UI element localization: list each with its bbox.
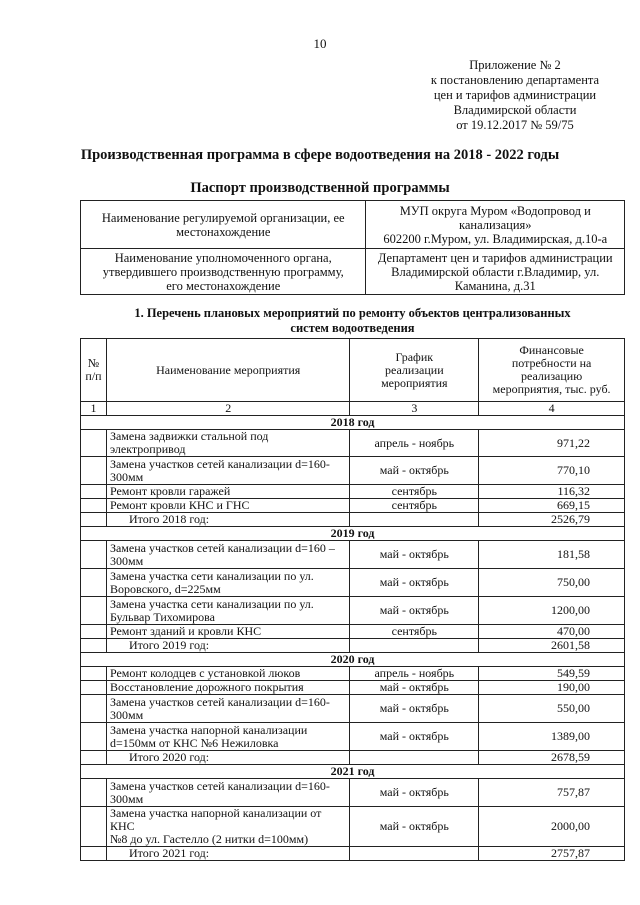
event-name [106, 723, 349, 751]
appendix-line: цен и тарифов администрации [433, 88, 597, 102]
appendix-line: к постановлению департамента [430, 73, 600, 87]
event-schedule: сентябрь [350, 625, 479, 639]
appendix-line: от 19.12.2017 № 59/75 [456, 118, 574, 132]
text-line: реализации [384, 362, 444, 377]
table-row [81, 541, 625, 569]
event-amount: 116,32 [479, 485, 625, 499]
total-amount: 2757,87 [479, 847, 625, 861]
total-label: Итого 2018 год: [106, 513, 349, 527]
text-line: Замена задвижки стальной под электропривод [109, 429, 269, 456]
header-num [81, 339, 107, 402]
event-name [106, 779, 349, 807]
text-line: Замена участка напорной канализации [109, 722, 308, 737]
event-name [106, 667, 349, 681]
text-line: Замена участка сети канализации по ул. [109, 596, 314, 611]
text-line: Замена участков сетей канализации d=160- [109, 778, 330, 793]
event-amount: 470,00 [479, 625, 625, 639]
total-schedule [350, 847, 479, 861]
text-line: №8 до ул. Гастелло (2 нитки d=100мм) [109, 832, 309, 846]
event-name [106, 597, 349, 625]
year-header-row [81, 765, 625, 779]
event-name [106, 807, 349, 847]
event-schedule: май - октябрь [350, 681, 479, 695]
text-line: Воровского, d=225мм [109, 581, 221, 596]
text-line: Замена участка сети канализации по ул. [109, 568, 314, 583]
event-amount: 1200,00 [479, 597, 625, 625]
text-line: Финансовые [519, 343, 584, 357]
passport-label [81, 201, 366, 249]
header-schedule [350, 339, 479, 402]
total-schedule [350, 751, 479, 765]
event-amount: 190,00 [479, 681, 625, 695]
year-header-row [81, 527, 625, 541]
row-number [81, 779, 107, 807]
table-row [81, 499, 625, 513]
event-amount: 669,15 [479, 499, 625, 513]
event-schedule: май - октябрь [350, 695, 479, 723]
text-line: Бульвар Тихомирова [109, 609, 215, 624]
events-table [80, 338, 625, 861]
text-line: Наименование регулируемой организации, ее [101, 210, 345, 225]
event-amount: 549,59 [479, 667, 625, 681]
row-number [81, 485, 107, 499]
event-name [106, 499, 349, 513]
row-number [81, 847, 107, 861]
text-line: местонахождение [176, 224, 271, 239]
header-finance [479, 339, 625, 402]
event-name [106, 695, 349, 723]
event-name [106, 681, 349, 695]
table-row [81, 807, 625, 847]
total-row [81, 639, 625, 653]
event-amount: 181,58 [479, 541, 625, 569]
column-number: 4 [479, 402, 625, 416]
event-amount: 1389,00 [479, 723, 625, 751]
total-label: Итого 2019 год: [106, 639, 349, 653]
event-schedule: сентябрь [350, 485, 479, 499]
text-line: Ремонт зданий и кровли КНС [109, 624, 262, 638]
text-line: Замена участков сетей канализации d=160- [109, 694, 330, 709]
text-line: 1. Перечень плановых мероприятий по ремонту объектов централизованных [134, 306, 571, 320]
event-schedule: май - октябрь [350, 807, 479, 847]
total-row [81, 513, 625, 527]
text-line: мероприятия, тыс. руб. [492, 382, 611, 396]
text-line: Замена участка напорной канализации от КНС [109, 806, 322, 833]
table-row [81, 457, 625, 485]
year-label: 2020 год [81, 653, 625, 667]
event-schedule: май - октябрь [350, 723, 479, 751]
text-line: 300мм [109, 553, 144, 568]
passport-value [366, 249, 625, 295]
column-number: 2 [106, 402, 349, 416]
year-header-row [81, 416, 625, 430]
event-schedule: май - октябрь [350, 541, 479, 569]
total-amount: 2678,59 [479, 751, 625, 765]
year-label: 2019 год [81, 527, 625, 541]
total-label: Итого 2020 год: [106, 751, 349, 765]
table-row [81, 597, 625, 625]
event-schedule: май - октябрь [350, 779, 479, 807]
column-number: 1 [81, 402, 107, 416]
column-number-row [81, 402, 625, 416]
row-number [81, 597, 107, 625]
table-row [81, 430, 625, 457]
row-number [81, 457, 107, 485]
text-line: Наименование уполномоченного органа, [114, 250, 332, 265]
table-row [81, 485, 625, 499]
row-number [81, 430, 107, 457]
total-label: Итого 2021 год: [106, 847, 349, 861]
row-number [81, 513, 107, 527]
text-line: Восстановление дорожного покрытия [109, 680, 304, 694]
event-name [106, 569, 349, 597]
text-line: Замена участков сетей канализации d=160 – [109, 540, 335, 555]
appendix-line: Владимирской области [453, 103, 577, 117]
event-amount: 750,00 [479, 569, 625, 597]
row-number [81, 541, 107, 569]
total-schedule [350, 513, 479, 527]
passport-row-authority [81, 249, 625, 295]
row-number [81, 751, 107, 765]
event-schedule: апрель - ноябрь [350, 667, 479, 681]
text-line: 300мм [109, 469, 144, 484]
appendix-line: Приложение № 2 [469, 58, 561, 72]
table-row [81, 681, 625, 695]
passport-label [81, 249, 366, 295]
event-amount: 2000,00 [479, 807, 625, 847]
text-line: потребности на [511, 356, 592, 370]
total-amount: 2601,58 [479, 639, 625, 653]
event-name [106, 457, 349, 485]
text-line: мероприятия [381, 375, 448, 390]
row-number [81, 625, 107, 639]
text-line: Департамент цен и тарифов администрации [377, 250, 613, 265]
text-line: Ремонт кровли КНС и ГНС [109, 498, 250, 512]
appendix-block [400, 58, 630, 133]
passport-row-organization [81, 201, 625, 249]
text-line: систем водоотведения [290, 321, 415, 335]
table-row [81, 779, 625, 807]
text-line: Ремонт кровли гаражей [109, 484, 231, 498]
event-name [106, 541, 349, 569]
row-number [81, 695, 107, 723]
table-row [81, 569, 625, 597]
text-line: п/п [85, 369, 102, 383]
row-number [81, 807, 107, 847]
text-line: его местонахождение [166, 278, 281, 293]
text-line: Каманина, д.31 [454, 278, 536, 293]
document-title: Производственная программа в сфере водоотведения на 2018 - 2022 годы [80, 147, 560, 163]
event-schedule: май - октябрь [350, 597, 479, 625]
event-amount: 550,00 [479, 695, 625, 723]
total-row [81, 751, 625, 765]
header-name: Наименование мероприятия [106, 339, 349, 402]
text-line: Ремонт колодцев с установкой люков [109, 666, 301, 680]
year-label: 2018 год [81, 416, 625, 430]
text-line: № [87, 356, 100, 370]
passport-title: Паспорт производственной программы [190, 180, 450, 196]
page-number: 10 [313, 36, 327, 51]
passport-value [366, 201, 625, 249]
text-line: канализация» [458, 217, 532, 232]
section-title [80, 306, 625, 336]
event-name [106, 430, 349, 457]
row-number [81, 499, 107, 513]
table-row [81, 667, 625, 681]
event-schedule: май - октябрь [350, 457, 479, 485]
year-label: 2021 год [81, 765, 625, 779]
row-number [81, 723, 107, 751]
column-number: 3 [350, 402, 479, 416]
text-line: 602200 г.Муром, ул. Владимирская, д.10-а [383, 231, 608, 246]
text-line: МУП округа Муром «Водопровод и [399, 203, 591, 218]
event-name [106, 625, 349, 639]
text-line: График [395, 349, 434, 364]
event-amount: 770,10 [479, 457, 625, 485]
table-row [81, 625, 625, 639]
total-row [81, 847, 625, 861]
text-line: d=150мм от КНС №6 Нежиловка [109, 735, 279, 750]
text-line: реализацию [521, 369, 583, 383]
text-line: 300мм [109, 707, 144, 722]
text-line: 300мм [109, 791, 144, 806]
event-amount: 971,22 [479, 430, 625, 457]
row-number [81, 681, 107, 695]
text-line: Замена участков сетей канализации d=160- [109, 456, 330, 471]
event-amount: 757,87 [479, 779, 625, 807]
year-header-row [81, 653, 625, 667]
row-number [81, 639, 107, 653]
table-row [81, 723, 625, 751]
event-schedule: сентябрь [350, 499, 479, 513]
table-row [81, 695, 625, 723]
event-schedule: май - октябрь [350, 569, 479, 597]
table-header-row [81, 339, 625, 402]
event-name [106, 485, 349, 499]
text-line: утвердившего производственную программу, [102, 264, 344, 279]
text-line: Владимирской области г.Владимир, ул. [391, 264, 600, 279]
event-schedule: апрель - ноябрь [350, 430, 479, 457]
row-number [81, 569, 107, 597]
row-number [81, 667, 107, 681]
total-amount: 2526,79 [479, 513, 625, 527]
total-schedule [350, 639, 479, 653]
passport-table [80, 200, 625, 295]
